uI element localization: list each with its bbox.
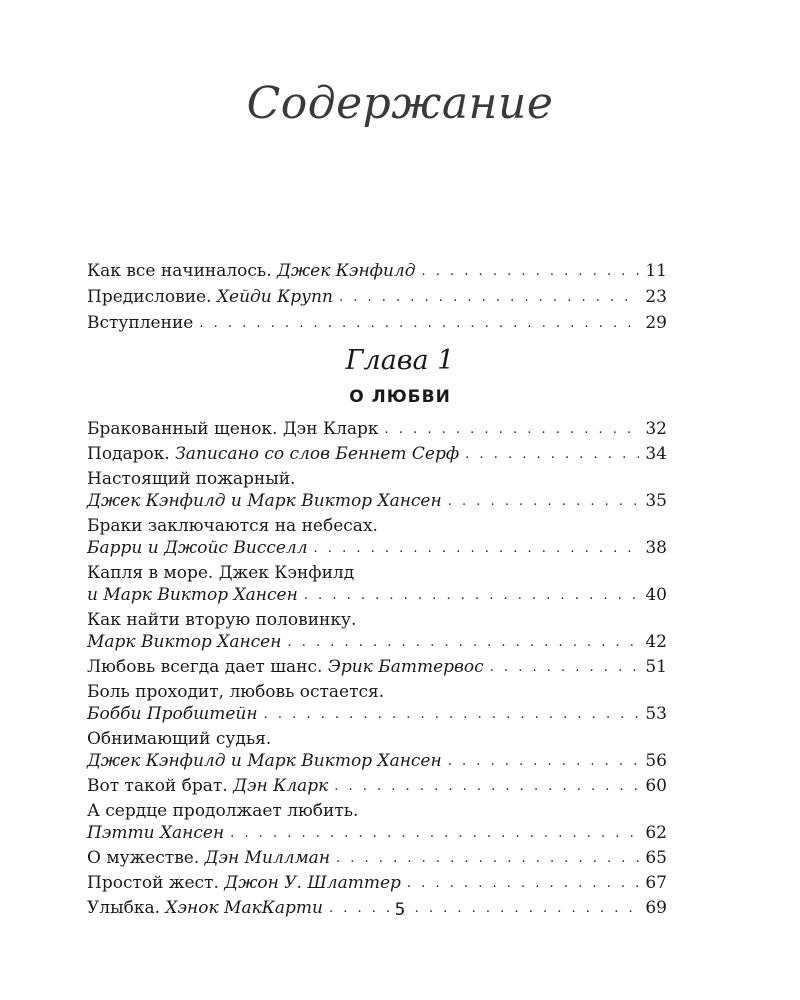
- entry-title: Настоящий пожарный.: [87, 469, 296, 489]
- entry-title: Подарок.: [87, 444, 170, 464]
- toc-entry[interactable]: [87, 286, 667, 310]
- entry-title: Предисловие.: [87, 287, 212, 307]
- entry-title: Вступление: [87, 313, 194, 333]
- toc-entry[interactable]: [87, 728, 667, 774]
- dot-leader: [385, 419, 640, 441]
- entry-author: Эрик Баттервос: [327, 657, 484, 677]
- entry-title: Капля в море. Джек Кэнфилд: [87, 563, 355, 583]
- entry-page: 51: [645, 657, 667, 677]
- dot-leader: [448, 751, 640, 773]
- dot-leader: [336, 848, 639, 870]
- dot-leader: [422, 261, 640, 283]
- toc-entry[interactable]: [87, 656, 667, 680]
- entry-title: Боль проходит, любовь остается.: [87, 682, 385, 702]
- dot-leader: [230, 823, 639, 845]
- entry-title: О мужестве.: [87, 848, 200, 868]
- entry-title: Вот такой брат.: [87, 776, 228, 796]
- toc-entry[interactable]: [87, 312, 667, 336]
- entry-author: Записано со слов Беннет Серф: [175, 444, 460, 464]
- toc-chapter: [87, 418, 667, 921]
- dot-leader: [448, 491, 640, 513]
- entry-title: А сердце продолжает любить.: [87, 801, 359, 821]
- dot-leader: [465, 444, 639, 466]
- entry-page: 38: [645, 538, 667, 558]
- toc-entry[interactable]: [87, 775, 667, 799]
- entry-page: 42: [645, 632, 667, 652]
- entry-page: 56: [645, 751, 667, 771]
- entry-author: Хэнок МакКарти: [165, 898, 323, 918]
- toc-entry[interactable]: [87, 515, 667, 561]
- entry-author: Хейди Крупп: [216, 287, 333, 307]
- entry-page: 29: [645, 313, 667, 333]
- entry-page: 32: [645, 419, 667, 439]
- toc-entry[interactable]: [87, 681, 667, 727]
- dot-leader: [304, 585, 640, 607]
- entry-author: Дэн Кларк: [233, 776, 329, 796]
- toc-entry[interactable]: [87, 872, 667, 896]
- toc-entry[interactable]: [87, 443, 667, 467]
- entry-page: 40: [645, 585, 667, 605]
- toc-entry[interactable]: [87, 418, 667, 442]
- entry-page: 62: [645, 823, 667, 843]
- page-number: 5: [394, 900, 406, 920]
- entry-author: Бобби Пробштейн: [87, 704, 258, 724]
- entry-page: 34: [645, 444, 667, 464]
- entry-page: 11: [645, 261, 667, 281]
- entry-author: Джек Кэнфилд и Марк Виктор Хансен: [87, 491, 442, 511]
- entry-author: Дэн Миллман: [204, 848, 331, 868]
- entry-page: 53: [645, 704, 667, 724]
- entry-author: и Марк Виктор Хансен: [87, 585, 298, 605]
- toc-entry[interactable]: [87, 609, 667, 655]
- dot-leader: [490, 657, 640, 679]
- dot-leader: [339, 287, 639, 309]
- dot-leader: [264, 704, 640, 726]
- toc-entry[interactable]: [87, 800, 667, 846]
- dot-leader: [199, 313, 639, 335]
- entry-page: 35: [645, 491, 667, 511]
- entry-title: Простой жест.: [87, 873, 219, 893]
- entry-title: Браки заключаются на небесах.: [87, 516, 378, 536]
- page-title: Содержание: [246, 78, 554, 129]
- entry-title: Как все начиналось.: [87, 261, 272, 281]
- chapter-title: О ЛЮБВИ: [349, 387, 451, 407]
- chapter-heading: [0, 345, 800, 407]
- dot-leader: [334, 776, 639, 798]
- entry-page: 65: [645, 848, 667, 868]
- entry-author: Пэтти Хансен: [87, 823, 225, 843]
- entry-page: 67: [645, 873, 667, 893]
- toc-entry[interactable]: [87, 260, 667, 284]
- entry-page: 69: [645, 898, 667, 918]
- toc-entry[interactable]: [87, 847, 667, 871]
- entry-page: 60: [645, 776, 667, 796]
- entry-author: Джон У. Шлаттер: [224, 873, 401, 893]
- dot-leader: [314, 538, 640, 560]
- entry-title: Обнимающий судья.: [87, 729, 272, 749]
- toc-intro: [87, 260, 667, 336]
- entry-title: Улыбка.: [87, 898, 161, 918]
- toc-entry[interactable]: [87, 562, 667, 608]
- chapter-label: Глава 1: [345, 345, 455, 376]
- entry-author: Барри и Джойс Висселл: [87, 538, 308, 558]
- entry-title: Бракованный щенок. Дэн Кларк: [87, 419, 379, 439]
- entry-page: 23: [645, 287, 667, 307]
- entry-title: Как найти вторую половинку.: [87, 610, 357, 630]
- toc-entry[interactable]: [87, 468, 667, 514]
- entry-author: Джек Кэнфилд и Марк Виктор Хансен: [87, 751, 442, 771]
- dot-leader: [407, 873, 639, 895]
- entry-title-line: [87, 562, 667, 584]
- entry-author: Джек Кэнфилд: [277, 261, 416, 281]
- entry-author: Марк Виктор Хансен: [87, 632, 282, 652]
- entry-title: Любовь всегда дает шанс.: [87, 657, 323, 677]
- dot-leader: [287, 632, 639, 654]
